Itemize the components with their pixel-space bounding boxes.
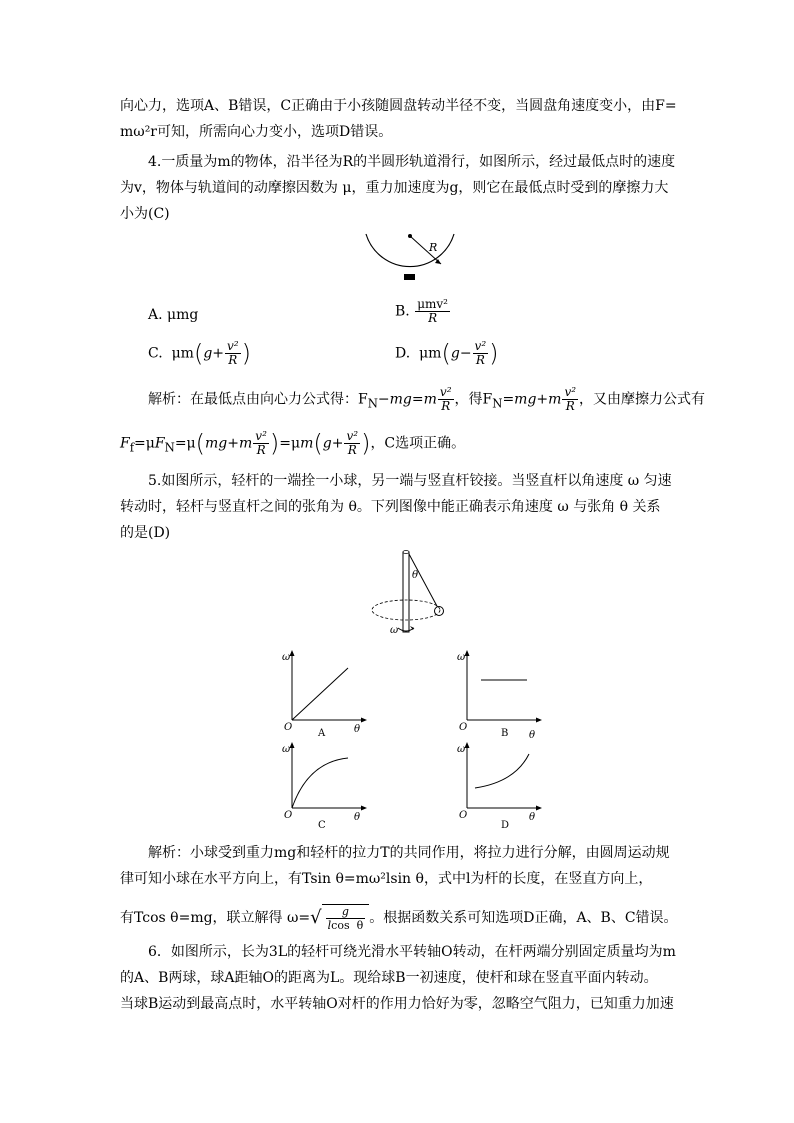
analysis-4-line2: $F_f=\mu F_N=\mu(mg+m$ $\frac{\text{v²}}{R}$ )=μm(g+ $\frac{\text{v²}}{R}$ )，C选项正确。	[120, 429, 466, 458]
question-5-text: 转动时，轻杆与竖直杆之间的张角为 θ。下列图像中能正确表示角速度 ω 与张角 θ 关系	[120, 499, 661, 515]
svg-text:O: O	[459, 722, 468, 733]
svg-text:ω: ω	[282, 652, 291, 663]
option-d: D. μm(g− $\frac{\text{v²}}{R}$ )	[395, 339, 499, 368]
question-4-text: 小为(C)	[120, 206, 170, 222]
svg-text:θ: θ	[354, 812, 361, 823]
radius-label: R	[429, 241, 438, 254]
svg-text:O: O	[284, 810, 293, 821]
analysis-5-line3: 有Tcos θ=mg，联立解得 ω=√ $\frac{g}{\text{lcos θ}}$ 。根据函数关系可知选项D正确，A、B、C错误。	[120, 905, 678, 932]
svg-text:ω: ω	[457, 744, 466, 755]
question-4-text: 为v，物体与轨道间的动摩擦因数为 μ，重力加速度为g，则它在最低点时受到的摩擦力大	[120, 180, 669, 196]
svg-text:D: D	[501, 820, 510, 831]
svg-text:O: O	[284, 722, 293, 733]
analysis-4-line1: 解析：在最低点由向心力公式得：$F_N-mg=m$ $\frac{\text{v²}}{R}$ ，得$F_N=mg+m$ $\frac{\text{v²}}{R}$ ，又由摩擦力公式有	[148, 385, 706, 413]
graph-a	[280, 648, 370, 740]
svg-text:C: C	[318, 820, 326, 831]
svg-text:θ: θ	[529, 730, 536, 740]
question-5-text: 的是(D)	[120, 525, 171, 541]
question-4-text: 4.一质量为m的物体，沿半径为R的半圆形轨道滑行，如图所示，经过最低点时的速度	[148, 154, 676, 170]
svg-text:ω: ω	[282, 744, 291, 755]
graph-d	[455, 740, 545, 832]
svg-text:O: O	[459, 810, 468, 821]
analysis-5-line2: 律可知小球在水平方向上，有Tsin θ=mω²lsin θ，式中l为杆的长度，在竖直方向上，	[120, 871, 653, 887]
svg-text:θ: θ	[529, 812, 536, 823]
graph-b	[455, 648, 545, 740]
option-a: A. μmg	[148, 307, 199, 323]
svg-text:B: B	[501, 728, 509, 739]
option-b: B. $\frac{\text{μmv²}}{R}$	[395, 297, 448, 325]
question-5-text: 5.如图所示，轻杆的一端拴一小球，另一端与竖直杆铰接。当竖直杆以角速度 ω 匀速	[148, 473, 672, 489]
question-6-text: 当球B运动到最高点时，水平转轴O对杆的作用力恰好为零，忽略空气阻力，已知重力加速	[120, 996, 674, 1012]
text-line: 向心力，选项A、B错误，C正确由于小孩随圆盘转动半径不变，当圆盘角速度变小，由F=	[120, 98, 677, 114]
question-6-text: 的A、B两球，球A距轴O的距离为L。现给球B一初速度，使杆和球在竖直平面内转动。	[120, 970, 658, 986]
text-line: mω²r可知，所需向心力变小，选项D错误。	[120, 124, 393, 140]
svg-text:θ: θ	[354, 724, 361, 735]
omega-label: ω	[390, 625, 399, 636]
graph-c	[280, 740, 370, 832]
theta-label: θ	[412, 570, 419, 581]
option-c: C. μm(g+ $\frac{\text{v²}}{R}$ )	[148, 339, 251, 368]
svg-text:A: A	[318, 728, 326, 739]
svg-text:ω: ω	[457, 652, 466, 663]
semicircle-track-figure	[360, 230, 460, 286]
rotating-rod-figure	[368, 548, 468, 640]
analysis-5-line1: 解析：小球受到重力mg和轻杆的拉力T的共同作用，将拉力进行分解，由圆周运动规	[148, 845, 670, 861]
question-6-text: 6．如图所示，长为3L的轻杆可绕光滑水平转轴O转动，在杆两端分别固定质量均为m	[148, 944, 676, 960]
